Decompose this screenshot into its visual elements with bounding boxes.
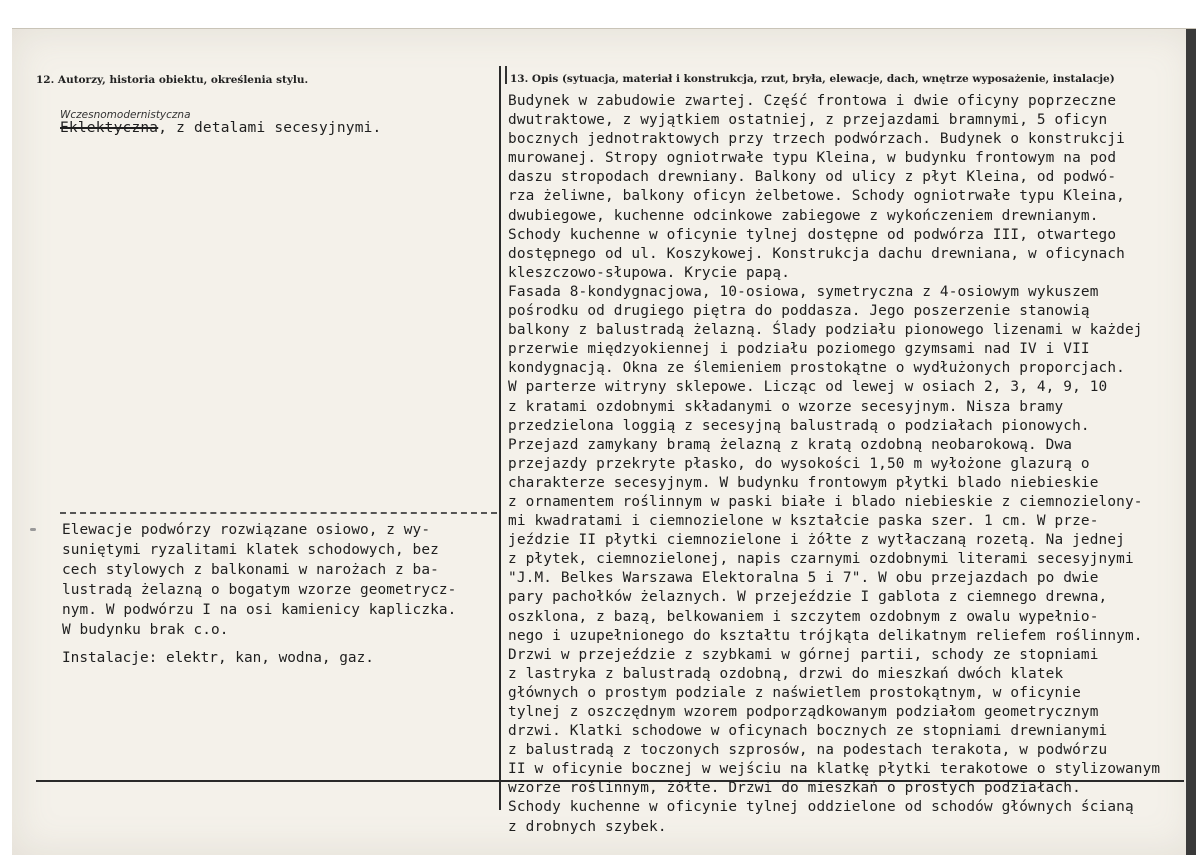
description-line: z drobnych szybek.: [508, 818, 667, 835]
text-line: lustradą żelazną o bogatym wzorze geometrycz-: [62, 582, 457, 598]
description-line: murowanej. Stropy ogniotrwałe typu Kleina, w budynku frontowym na pod: [508, 150, 1117, 167]
text-line: W budynku brak c.o.: [62, 622, 229, 638]
description-line: oszklona, z bazą, belkowaniem i szczytem ozdobnym z owalu wypełnio-: [508, 608, 1099, 625]
description-line: dwutraktowe, z wyjątkiem ostatniej, z przejazdami bramnymi, 5 oficyn: [508, 112, 1108, 129]
description-line: Drzwi w przejeździe z szybkami w górnej partii, schody ze stopniami: [508, 646, 1099, 663]
description-line: z płytek, ciemnozielonej, napis czarnymi ozdobnymi literami secesyjnymi: [508, 551, 1134, 568]
description-line: daszu stropodach drewniany. Balkony od ulicy z płyt Kleina, od podwó-: [508, 169, 1117, 186]
description-line: z lastryka z balustradą ozdobną, drzwi do mieszkań dwóch klatek: [508, 665, 1064, 682]
page-edge-shadow: [1186, 29, 1196, 855]
description-line: z balustradą z toczonych szprosów, na podestach terakota, w podwórzu: [508, 742, 1108, 759]
description-line: wzorze roślinnym, żółte. Drzwi do mieszkań o prostych podziałach.: [508, 780, 1081, 797]
section-12-label: 12. Autorzy, historia obiektu, określenia stylu.: [36, 74, 309, 86]
description-line: tylnej z oszczędnym wzorem podporządkowanym podziałom geometrycznym: [508, 704, 1099, 720]
description-line: Budynek w zabudowie zwartej. Część frontowa i dwie oficyny poprzeczne: [508, 93, 1117, 109]
description-line: "J.M. Belkes Warszawa Elektoralna 5 i 7". W obu przejazdach po dwie: [508, 570, 1099, 587]
struck-word: Eklektyczna: [60, 120, 159, 136]
installations-text: Instalacje: elektr, kan, wodna, gaz.: [62, 650, 374, 666]
description-line: kleszczowo-słupowa. Krycie papą.: [508, 264, 791, 281]
text-line: suniętymi ryzalitami klatek schodowych, bez: [62, 542, 439, 558]
description-line: dostępnego od ul. Koszykowej. Konstrukcja dachu drewniana, w oficynach: [508, 245, 1125, 262]
description-line: Schody kuchenne w oficynie tylnej oddzielone od schodów głównych ścianą: [508, 799, 1134, 816]
courtyard-paragraph: [62, 520, 502, 640]
description-line: przejazdy przekryte płasko, do wysokości 1,50 m wyłożone glazurą o: [508, 455, 1090, 472]
style-rest: , z detalami secesyjnymi.: [158, 120, 382, 136]
description-line: przedzielona loggią z secesyjną balustradą o podziałach pionowych.: [508, 417, 1090, 434]
description-line: głównych o prostym podziale z naświetlem prostokątnym, w oficynie: [508, 684, 1081, 701]
description-line: balkony z balustradą żelazną. Ślady podziału pionowego lizenami w każdej: [508, 322, 1143, 339]
description-line: Schody kuchenne w oficynie tylnej dostępne od podwórza III, otwartego: [508, 226, 1117, 243]
style-description: [60, 120, 381, 136]
description-line: W parterze witryny sklepowe. Licząc od lewej w osiach 2, 3, 4, 9, 10: [508, 379, 1108, 396]
section-13-label: 13. Opis (sytuacja, materiał i konstrukcja, rzut, bryła, elewacje, dach, wnętrze wyposażenie, instalacje): [510, 73, 1115, 85]
description-line: II w oficynie bocznej w wejściu na klatkę płytki terakotowe o stylizowanym: [508, 761, 1161, 778]
description-line: mi kwadratami i ciemnozielone w kształcie paska szer. 1 cm. W prze-: [508, 513, 1099, 530]
description-line: nego i uzupełnionego do kształtu trójkąta delikatnym reliefem roślinnym.: [508, 627, 1143, 644]
description-line: drzwi. Klatki schodowe w oficynach bocznych ze stopniami drewnianymi: [508, 723, 1108, 740]
description-line: rza żeliwne, balkony oficyn żelbetowe. Schody ogniotrwałe typu Kleina,: [508, 188, 1125, 205]
handwritten-correction: Wczesnomodernistyczna: [60, 109, 191, 121]
description-line: pośrodku od drugiego piętra do poddasza. Jego poszerzenie stanowią: [508, 303, 1090, 320]
text-line: cech stylowych z balkonami w narożach z ba-: [62, 562, 439, 578]
description-line: bocznych jednotraktowych przy trzech podwórzach. Budynek o konstrukcji: [508, 131, 1125, 148]
description-line: charakterze secesyjnym. W budynku frontowym płytki blado niebieskie: [508, 474, 1099, 491]
text-line: Elewacje podwórzy rozwiązane osiowo, z wy-: [62, 522, 431, 538]
margin-mark: [30, 528, 36, 531]
description-line: pary pachołków żelaznych. W przejeździe I gablota z ciemnego drewna,: [508, 589, 1108, 606]
column-divider: [499, 66, 501, 810]
description-line: z kratami ozdobnymi składanymi o wzorze secesyjnym. Nisza bramy: [508, 398, 1064, 415]
description-line: Przejazd zamykany bramą żelazną z kratą ozdobną neobarokową. Dwa: [508, 436, 1073, 453]
building-description: [508, 92, 1180, 837]
description-line: dwubiegowe, kuchenne odcinkowe zabiegowe z wykończeniem drewnianym.: [508, 207, 1099, 224]
column-tick: [505, 66, 507, 84]
description-line: Fasada 8-kondygnacjowa, 10-osiowa, symetryczna z 4-osiowym wykuszem: [508, 283, 1099, 300]
text-line: nym. W podwórzu I na osi kamienicy kapliczka.: [62, 602, 457, 618]
description-line: jeździe II płytki ciemnozielone i żółte z wytłaczaną rozetą. Na jednej: [508, 532, 1125, 549]
dashed-separator: [60, 512, 497, 514]
description-line: z ornamentem roślinnym w paski białe i blado niebieskie z ciemnozielony-: [508, 493, 1143, 510]
description-line: kondygnacją. Okna ze ślemieniem prostokątne o wydłużonych proporcjach.: [508, 360, 1125, 377]
description-line: przerwie międzyokiennej i podziału poziomego gzymsami nad IV i VII: [508, 341, 1090, 358]
